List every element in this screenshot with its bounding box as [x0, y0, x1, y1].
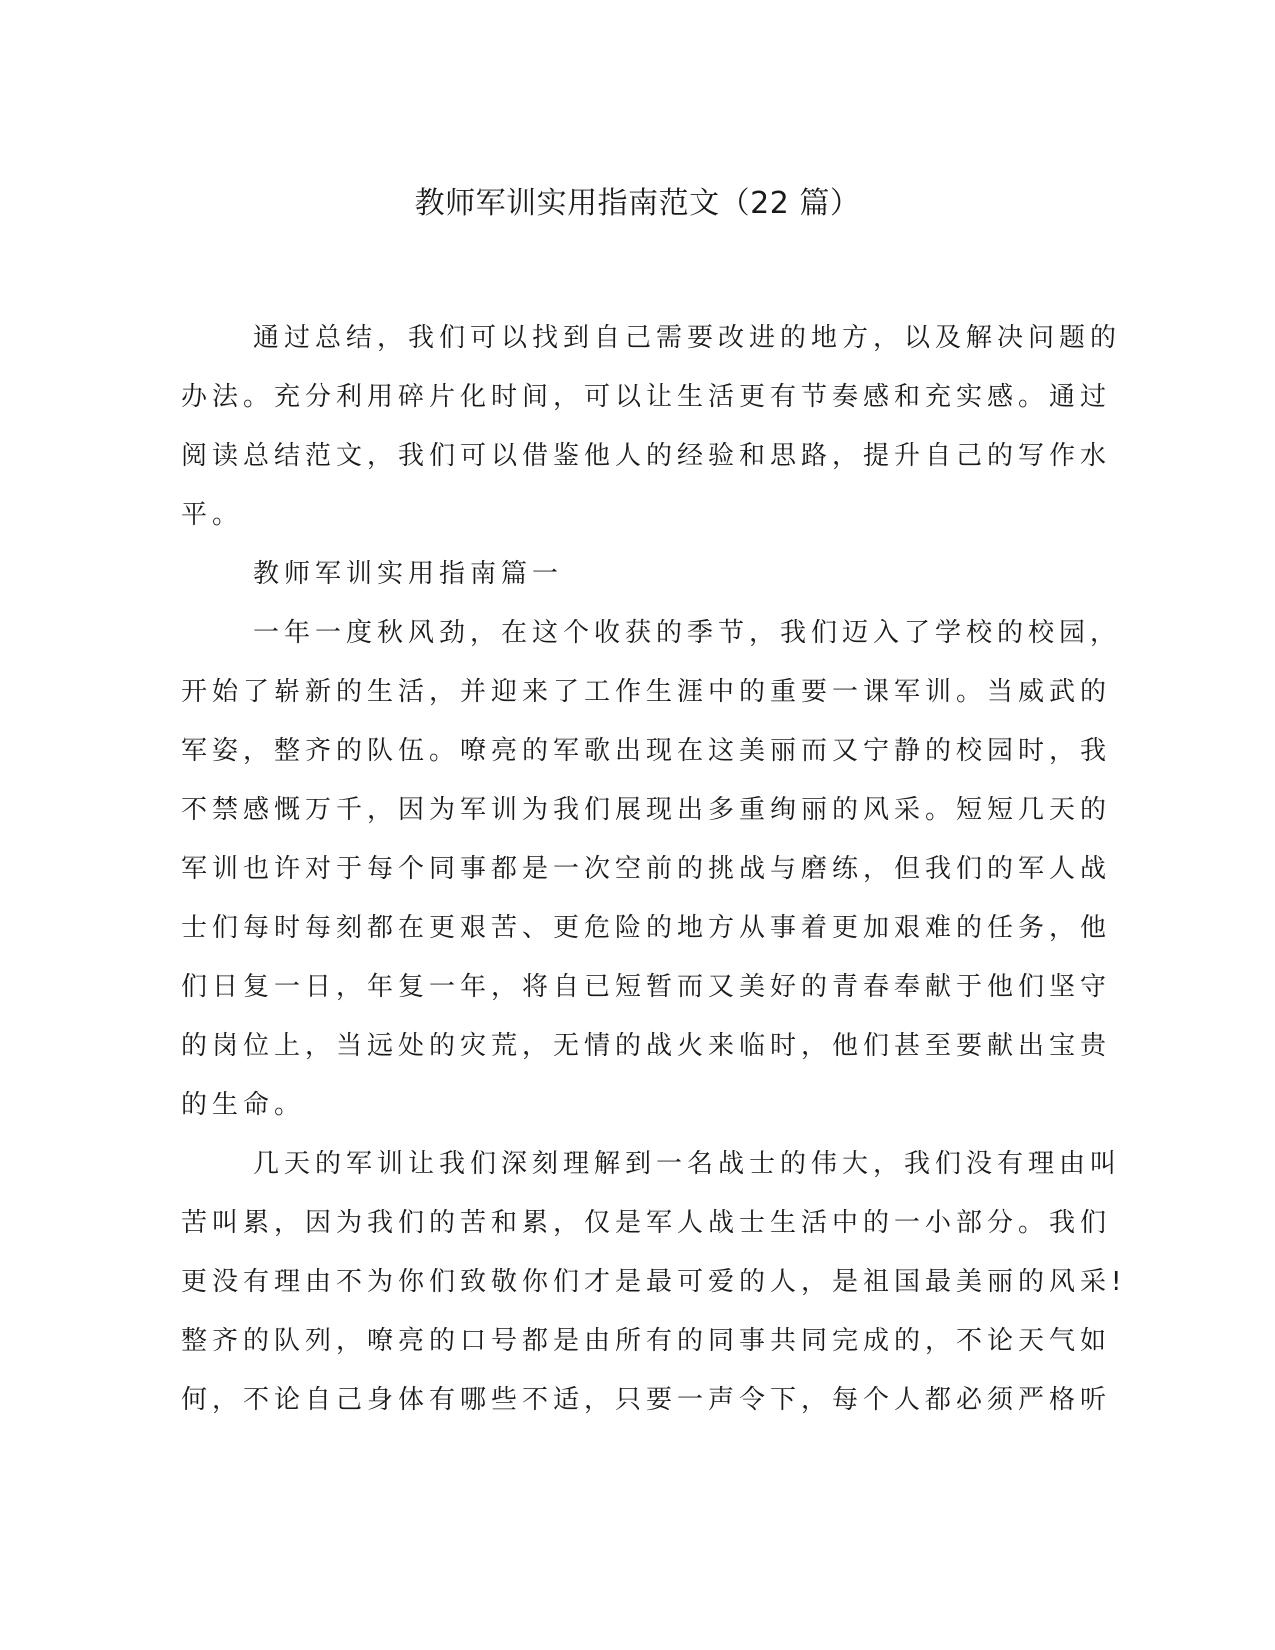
paragraph-line: 何，不论自己身体有哪些不适，只要一声令下，每个人都必须严格听 — [181, 1385, 1112, 1415]
paragraph-line: 开始了崭新的生活，并迎来了工作生涯中的重要一课军训。当威武的 — [181, 677, 1112, 707]
paragraph-line: 不禁感慨万千，因为军训为我们展现出多重绚丽的风采。短短几天的 — [181, 795, 1112, 825]
intro-line: 通过总结，我们可以找到自己需要改进的地方，以及解决问题的 — [253, 323, 1122, 353]
paragraph-line: 苦叫累，因为我们的苦和累，仅是军人战士生活中的一小部分。我们 — [181, 1208, 1112, 1238]
paragraph-line: 更没有理由不为你们致敬你们才是最可爱的人，是祖国最美丽的风采! — [181, 1267, 1127, 1297]
paragraph-line: 的岗位上，当远处的灾荒，无情的战火来临时，他们甚至要献出宝贵 — [181, 1031, 1112, 1061]
paragraph-line: 几天的军训让我们深刻理解到一名战士的伟大，我们没有理由叫 — [253, 1149, 1122, 1179]
document-title: 教师军训实用指南范文（22 篇） — [414, 186, 861, 221]
intro-line: 阅读总结范文，我们可以借鉴他人的经验和思路，提升自己的写作水 — [181, 441, 1112, 471]
paragraph-line: 整齐的队列，嘹亮的口号都是由所有的同事共同完成的，不论天气如 — [181, 1326, 1112, 1356]
intro-line: 办法。充分利用碎片化时间，可以让生活更有节奏感和充实感。通过 — [181, 382, 1112, 412]
paragraph-line: 军姿，整齐的队伍。嘹亮的军歌出现在这美丽而又宁静的校园时，我 — [181, 736, 1112, 766]
intro-line: 平。 — [181, 500, 244, 530]
paragraph-line: 士们每时每刻都在更艰苦、更危险的地方从事着更加艰难的任务，他 — [181, 913, 1112, 943]
paragraph-line: 们日复一日，年复一年，将自已短暂而又美好的青春奉献于他们坚守 — [181, 972, 1112, 1002]
section-heading: 教师军训实用指南篇一 — [253, 559, 564, 589]
paragraph-line: 一年一度秋风劲，在这个收获的季节，我们迈入了学校的校园， — [253, 618, 1122, 648]
paragraph-line: 的生命。 — [181, 1090, 306, 1120]
paragraph-line: 军训也许对于每个同事都是一次空前的挑战与磨练，但我们的军人战 — [181, 854, 1112, 884]
